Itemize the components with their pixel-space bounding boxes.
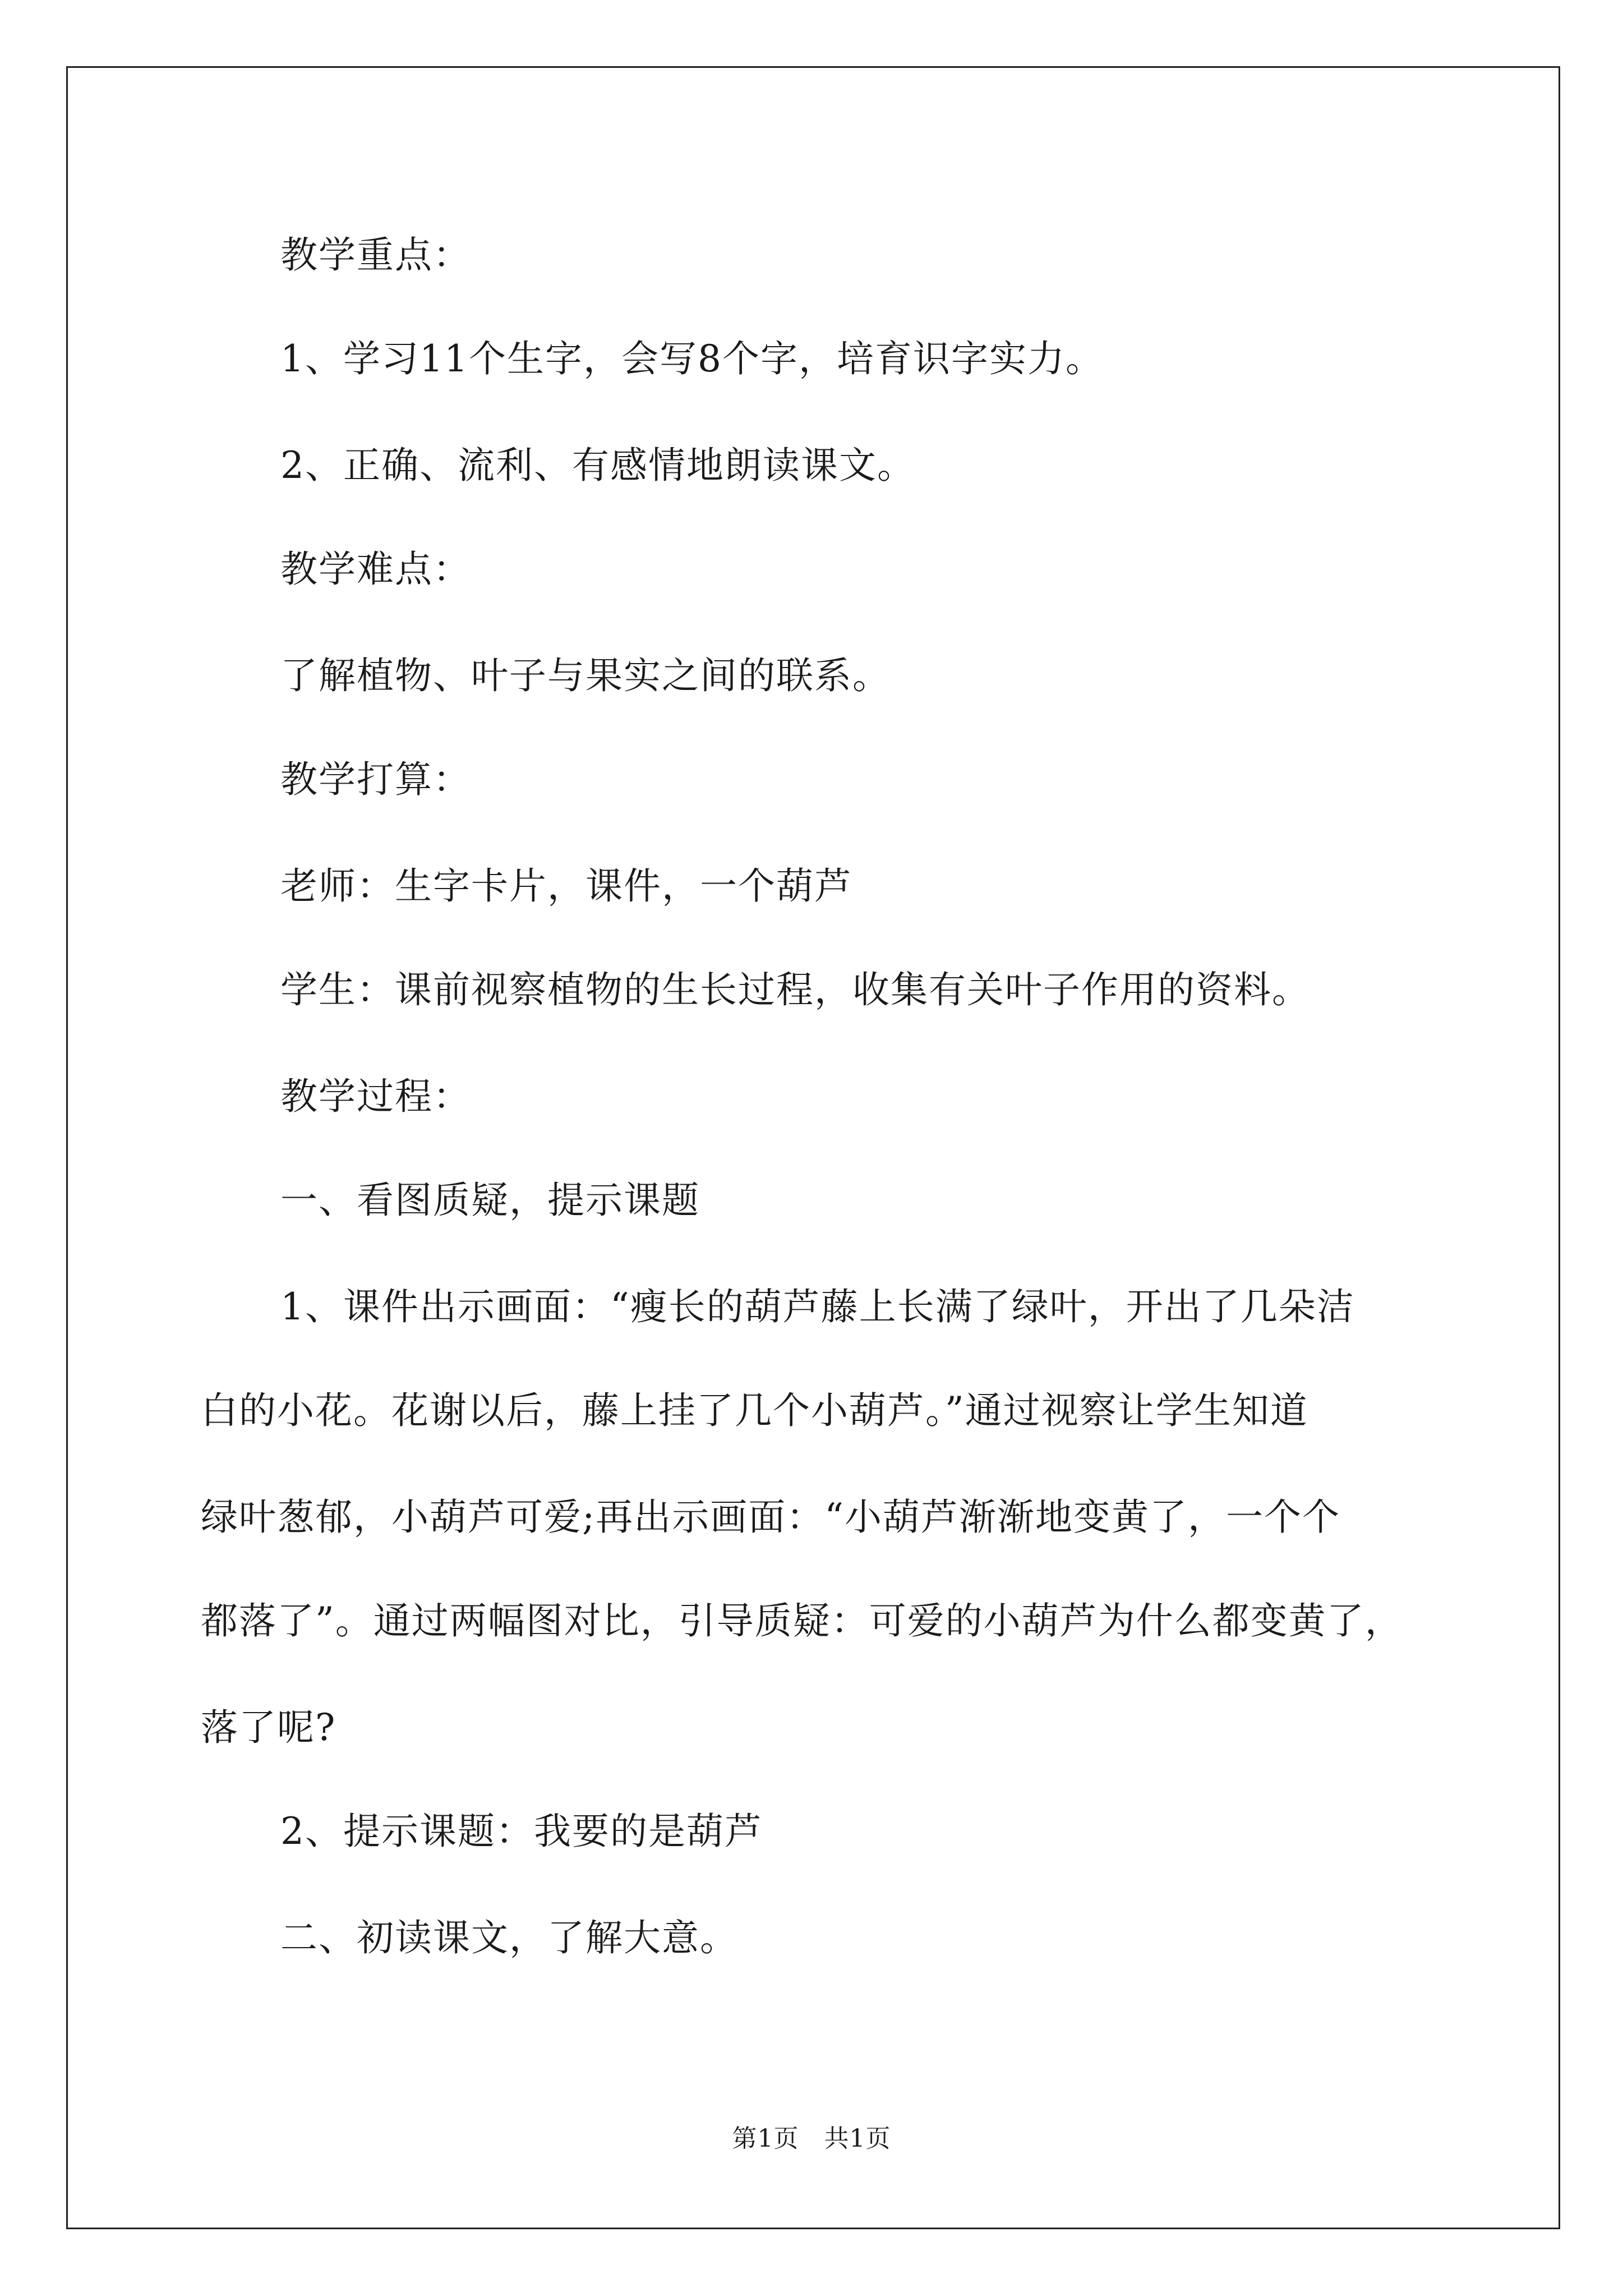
text-line: 绿叶葱郁，小葫芦可爱;再出示画面：“小葫芦渐渐地变黄了，一个个 — [201, 1496, 1340, 1539]
text-line: 老师：生字卡片，课件，一个葫芦 — [280, 864, 852, 908]
text-line: 都落了”。通过两幅图对比，引导质疑：可爱的小葫芦为什么都变黄了， — [201, 1599, 1403, 1642]
text-line: 教学过程： — [280, 1075, 471, 1118]
text-line: 教学难点： — [280, 547, 471, 591]
text-line: 1、课件出示画面：“瘦长的葫芦藤上长满了绿叶，开出了几朵洁 — [280, 1285, 1355, 1328]
text-line: 学生：课前视察植物的生长过程，收集有关叶子作用的资料。 — [280, 968, 1310, 1011]
page-border — [66, 66, 1560, 2229]
text-line: 一、看图质疑，提示课题 — [280, 1179, 700, 1222]
text-line: 二、初读课文，了解大意。 — [280, 1916, 738, 1959]
text-line: 了解植物、叶子与果实之间的联系。 — [280, 654, 891, 697]
text-line: 2、正确、流利、有感情地朗读课文。 — [280, 444, 915, 487]
text-line: 教学重点： — [280, 233, 471, 277]
text-line: 1、学习11个生字，会写8个字，培育识字实力。 — [280, 337, 1104, 380]
text-line: 2、提示课题：我要的是葫芦 — [280, 1810, 763, 1853]
page-footer: 第1页 共1页 — [732, 2124, 891, 2153]
text-line: 落了呢? — [201, 1706, 336, 1749]
text-line: 白的小花。花谢以后，藤上挂了几个小葫芦。”通过视察让学生知道 — [201, 1389, 1308, 1432]
text-line: 教学打算： — [280, 758, 471, 801]
